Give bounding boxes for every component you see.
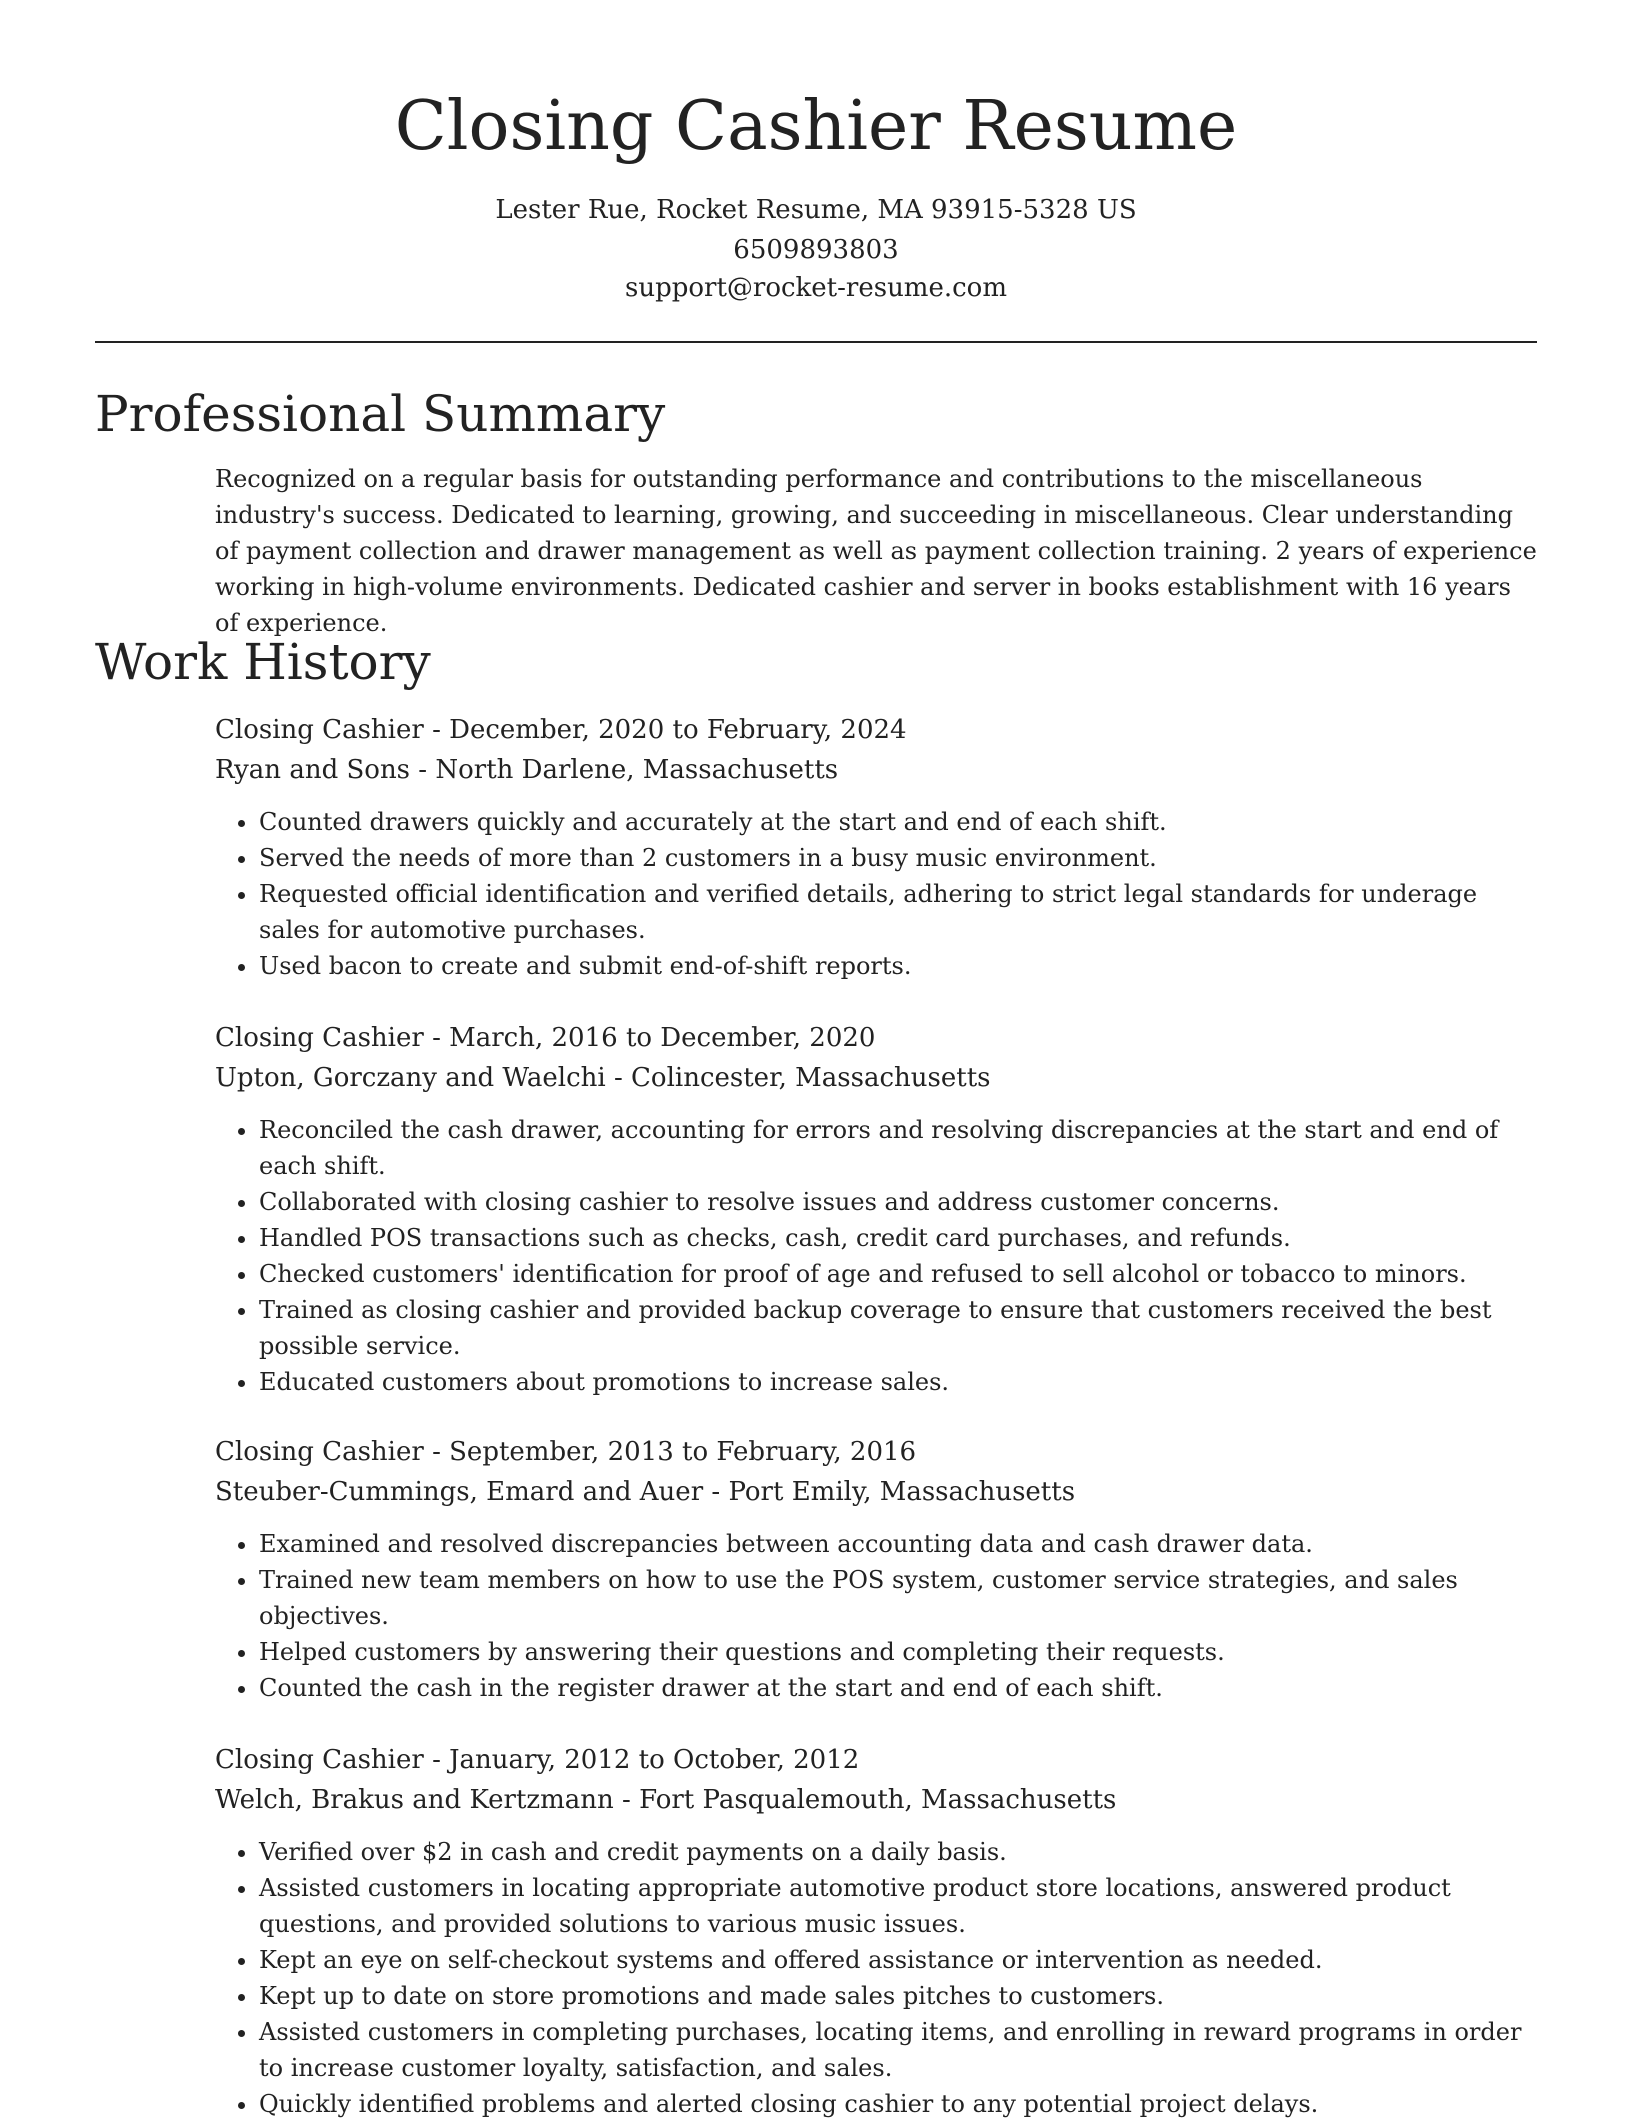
list-item: • Collaborated with closing cashier to resolve issues and address customer concerns. xyxy=(259,1184,1537,1220)
job-title-line xyxy=(215,1432,1537,1472)
job-location: Port Emily, Massachusetts xyxy=(728,1477,1076,1507)
list-item: • Trained new team members on how to use the POS system, customer service strategies, and sales objectives. xyxy=(259,1562,1537,1634)
list-item: • Used bacon to create and submit end-of-shift reports. xyxy=(259,948,1537,984)
list-item: • Counted the cash in the register drawer at the start and end of each shift. xyxy=(259,1670,1537,1706)
list-item: • Served the needs of more than 2 customers in a busy music environment. xyxy=(259,840,1537,876)
list-item: • Verified over $2 in cash and credit payments on a daily basis. xyxy=(259,1834,1537,1870)
list-item: • Examined and resolved discrepancies between accounting data and cash drawer data. xyxy=(259,1526,1537,1562)
job-dates: December, 2020 to February, 2024 xyxy=(449,715,907,745)
list-item: • Handled POS transactions such as checks, cash, credit card purchases, and refunds. xyxy=(259,1220,1537,1256)
job-separator: - xyxy=(711,1477,729,1507)
job-company: Upton, Gorczany and Waelchi xyxy=(215,1063,606,1093)
job-separator: - xyxy=(418,755,436,785)
list-item: • Trained as closing cashier and provided backup coverage to ensure that customers received the best possible service. xyxy=(259,1292,1537,1364)
job-dates: March, 2016 to December, 2020 xyxy=(449,1023,876,1053)
contact-address: Lester Rue, Rocket Resume, MA 93915-5328 US xyxy=(495,195,1137,225)
job-separator: - xyxy=(432,715,450,745)
job-company-line xyxy=(215,1058,1537,1098)
list-item: • Reconciled the cash drawer, accounting for errors and resolving discrepancies at the start and end of each shift. xyxy=(259,1112,1537,1184)
job-separator: - xyxy=(613,1063,632,1093)
list-item: • Educated customers about promotions to increase sales. xyxy=(259,1364,1537,1400)
contact-email: support@rocket-resume.com xyxy=(624,273,1007,303)
job-entry xyxy=(215,1740,1537,2122)
job-company: Ryan and Sons xyxy=(215,755,411,785)
job-dates: September, 2013 to February, 2016 xyxy=(449,1437,917,1467)
job-company: Steuber-Cummings, Emard and Auer xyxy=(215,1477,704,1507)
list-item: • Requested official identification and verified details, adhering to strict legal standards for underage sales for automotive purchases. xyxy=(259,876,1537,948)
job-title-line xyxy=(215,710,1537,750)
list-item: • Counted drawers quickly and accurately at the start and end of each shift. xyxy=(259,804,1537,840)
job-location: Colincester, Massachusetts xyxy=(631,1063,991,1093)
job-title: Closing Cashier xyxy=(215,1023,424,1053)
job-title: Closing Cashier xyxy=(215,715,424,745)
list-item: • Quickly identified problems and alerted closing cashier to any potential project delays. xyxy=(259,2086,1537,2122)
job-location: North Darlene, Massachusetts xyxy=(435,755,839,785)
job-separator: - xyxy=(432,1437,450,1467)
job-entry xyxy=(215,1018,1537,1400)
header-divider xyxy=(95,341,1537,343)
summary-heading: Professional Summary xyxy=(95,385,666,443)
resume-title: Closing Cashier Resume xyxy=(394,87,1238,166)
job-duties-list xyxy=(215,1112,1537,1400)
job-entry xyxy=(215,710,1537,984)
list-item: • Checked customers' identification for proof of age and refused to sell alcohol or tobacco to minors. xyxy=(259,1256,1537,1292)
list-item: • Helped customers by answering their questions and completing their requests. xyxy=(259,1634,1537,1670)
job-title-line xyxy=(215,1018,1537,1058)
job-entry xyxy=(215,1432,1537,1706)
list-item: • Kept up to date on store promotions and made sales pitches to customers. xyxy=(259,1978,1537,2014)
job-separator: - xyxy=(622,1785,640,1815)
job-duties-list xyxy=(215,804,1537,984)
work-history-heading: Work History xyxy=(95,633,431,691)
summary-text: Recognized on a regular basis for outstanding performance and contributions to the miscellaneous industry's success. Dedicated to learning, growing, and succeeding in miscellaneous. Clear understanding of payment collection and drawer management as well as payment collection training. 2 years of experience working in high-volume environments. Dedicated cashier and server in books establishment with 16 years of experience. xyxy=(215,465,1537,637)
job-duties-list xyxy=(215,1526,1537,1706)
job-title: Closing Cashier xyxy=(215,1745,424,1775)
job-title: Closing Cashier xyxy=(215,1437,424,1467)
job-separator: - xyxy=(432,1023,450,1053)
job-duties-list xyxy=(215,1834,1537,2122)
job-company-line xyxy=(215,1472,1537,1512)
job-title-line xyxy=(215,1740,1537,1780)
list-item: • Assisted customers in completing purchases, locating items, and enrolling in reward programs in order to increase customer loyalty, satisfaction, and sales. xyxy=(259,2014,1537,2086)
job-dates: January, 2012 to October, 2012 xyxy=(449,1745,860,1775)
job-company-line xyxy=(215,1780,1537,1820)
job-location: Fort Pasqualemouth, Massachusetts xyxy=(639,1785,1117,1815)
list-item: • Kept an eye on self-checkout systems and offered assistance or intervention as needed. xyxy=(259,1942,1537,1978)
contact-phone: 6509893803 xyxy=(733,235,899,265)
job-separator: - xyxy=(432,1745,450,1775)
list-item: • Assisted customers in locating appropriate automotive product store locations, answered product questions, and provided solutions to various music issues. xyxy=(259,1870,1537,1942)
job-company: Welch, Brakus and Kertzmann xyxy=(215,1785,614,1815)
job-company-line xyxy=(215,750,1537,790)
